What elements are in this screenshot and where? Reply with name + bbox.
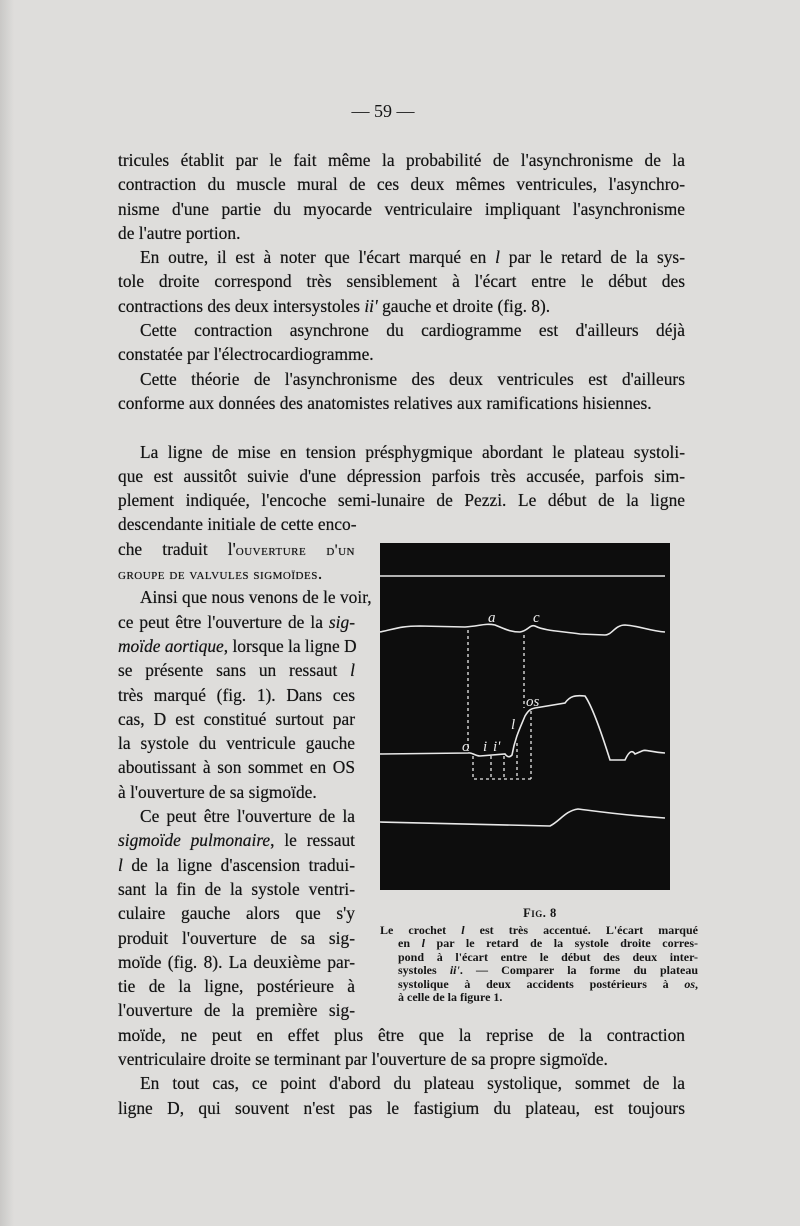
italic-text: moïde aortique: [118, 635, 224, 656]
text-segment: Ainsi que nous venons de le voir,: [140, 587, 372, 608]
text-segment: moïde, ne peut en effet plus être que la reprise de la contraction: [118, 1024, 685, 1045]
text-line: [118, 1047, 685, 1071]
cardiogram-tracing: [380, 543, 670, 890]
small-caps-text: ouverture d'un: [235, 541, 355, 559]
text-line: [118, 731, 355, 755]
trace-bottom: [380, 809, 665, 826]
text-segment: se présente sans un ressaut: [118, 660, 351, 681]
text-line: [118, 148, 685, 172]
text-line: [118, 877, 355, 901]
italic-text: l: [461, 923, 465, 937]
text-segment: gauche et droite (fig. 8).: [377, 295, 551, 316]
caption-line: [380, 937, 698, 950]
label-a: a: [488, 610, 496, 626]
text-segment: descendante initiale de cette enco-: [118, 514, 357, 535]
italic-text: sigmoïde pulmonaire: [118, 830, 271, 851]
text-line: [118, 926, 355, 950]
text-line: [118, 391, 685, 415]
dotted-guides: [468, 630, 531, 779]
text-segment: la systole du ventricule gauche: [118, 733, 355, 754]
text-segment: tole droite correspond très sensiblement à l'écart entre le début des: [118, 271, 685, 292]
text-line: [118, 221, 685, 245]
label-c: c: [533, 610, 540, 626]
text-segment: ,: [695, 976, 698, 991]
italic-text: ii': [364, 295, 378, 316]
text-line: [118, 780, 355, 804]
figure-caption: [380, 924, 698, 1004]
text-line: [118, 415, 685, 439]
text-segment: très marqué (fig. 1). Dans ces: [118, 684, 355, 705]
text-line: [118, 512, 355, 536]
label-i: i: [483, 739, 488, 755]
text-line: [118, 901, 355, 925]
text-segment: che traduit l': [118, 538, 236, 559]
text-line: [118, 318, 685, 342]
text-segment: à celle de la figure 1.: [398, 990, 503, 1005]
italic-text: os: [684, 976, 695, 991]
trace-cardiogram: [380, 624, 665, 635]
text-line: [118, 294, 685, 318]
caption-line: [380, 951, 698, 964]
italic-text: l: [118, 854, 123, 875]
text-segment: plement indiquée, l'encoche semi-lunaire de Pezzi. Le début de la ligne: [118, 490, 685, 511]
text-segment: tricules établit par le fait même la probabilité de l'asynchronisme de la: [118, 150, 685, 170]
text-segment: En tout cas, ce point d'abord du plateau systolique, sommet de la: [140, 1073, 685, 1094]
text-line: [118, 658, 355, 682]
text-line: [118, 610, 355, 634]
italic-text: ii': [449, 963, 460, 978]
text-line: [118, 683, 355, 707]
text-line: [118, 853, 355, 877]
page-edge-shadow: [0, 0, 14, 1226]
label-os: os: [526, 694, 540, 710]
text-line: [118, 707, 355, 731]
text-line: [118, 755, 355, 779]
text-segment: .: [317, 563, 323, 584]
label-i-prime: i': [493, 739, 501, 755]
text-line: [118, 197, 685, 221]
trace-pulse: [380, 696, 665, 760]
text-line: [118, 269, 685, 293]
text-line: [118, 367, 685, 391]
italic-text: l: [350, 660, 355, 681]
text-line: [118, 804, 355, 828]
text-line: [118, 974, 355, 998]
text-line: [118, 634, 355, 658]
text-segment: sant la fin de la systole ventri-: [118, 878, 355, 899]
text-segment: , le ressaut: [270, 830, 355, 851]
text-segment: est très accentué. L'écart marqué: [464, 923, 698, 937]
text-segment: conforme aux données des anatomistes relatives aux ramifications hisiennes.: [118, 392, 652, 413]
text-segment: tie de la ligne, postérieure à: [118, 976, 355, 997]
text-segment: . — Comparer la forme du plateau: [459, 963, 698, 978]
text-segment: nisme d'une partie du myocarde ventriculaire impliquant l'asynchronisme: [118, 198, 685, 219]
text-segment: culaire gauche alors que s'y: [118, 903, 355, 924]
text-segment: La ligne de mise en tension présphygmique abordant le plateau systoli-: [140, 441, 685, 462]
text-line: [118, 1071, 685, 1095]
italic-text: sig-: [328, 611, 355, 632]
text-line: [118, 585, 372, 609]
label-l: l: [511, 717, 516, 733]
text-segment: Cette contraction asynchrone du cardiogramme est d'ailleurs déjà: [140, 320, 685, 341]
text-line: [118, 537, 355, 561]
text-segment: systoles: [398, 963, 450, 978]
text-segment: en: [398, 936, 422, 951]
text-segment: , lorsque la ligne D: [223, 635, 357, 656]
text-line: [118, 1096, 685, 1120]
italic-text: l: [421, 936, 425, 951]
label-o: o: [462, 739, 470, 755]
text-segment: de l'autre portion.: [118, 222, 241, 243]
text-segment: Cette théorie de l'asynchronisme des deux ventricules est d'ailleurs: [140, 368, 685, 389]
text-line: [118, 998, 355, 1022]
text-segment: de la ligne d'ascension tradui-: [122, 854, 355, 875]
text-line: [118, 245, 685, 269]
text-line: [118, 464, 685, 488]
text-line: [118, 828, 355, 852]
text-segment: contraction du muscle mural de ces deux mêmes ventricules, l'asynchro-: [118, 174, 685, 195]
italic-text: l: [495, 247, 500, 268]
text-segment: à l'ouverture de sa sigmoïde.: [118, 781, 317, 802]
caption-line: [380, 964, 698, 977]
figure-title: Fig. 8: [523, 906, 557, 920]
text-segment: systolique à deux accidents postérieurs à: [398, 976, 685, 991]
text-line: [118, 342, 685, 366]
text-segment: contractions des deux intersystoles: [118, 295, 365, 316]
text-segment: par le retard de la sys-: [499, 247, 685, 268]
text-segment: Ce peut être l'ouverture de la: [140, 806, 355, 827]
caption-line: [380, 991, 698, 1004]
text-segment: produit l'ouverture de sa sig-: [118, 927, 355, 948]
text-segment: Le crochet: [380, 923, 462, 937]
text-line: [118, 172, 685, 196]
text-line: [118, 488, 685, 512]
text-segment: ce peut être l'ouverture de la: [118, 611, 329, 632]
text-segment: pond à l'écart entre le début des deux inter-: [398, 949, 698, 964]
text-line: [118, 950, 355, 974]
text-line: [118, 1023, 685, 1047]
text-line: [118, 561, 355, 585]
text-segment: cas, D est constitué surtout par: [118, 708, 355, 729]
text-segment: moïde (fig. 8). La deuxième par-: [118, 951, 355, 972]
caption-line: [380, 924, 698, 937]
text-segment: En outre, il est à noter que l'écart marqué en: [140, 247, 496, 268]
text-segment: l'ouverture de la première sig-: [118, 1000, 355, 1021]
text-segment: constatée par l'électrocardiogramme.: [118, 344, 374, 365]
text-segment: ventriculaire droite se terminant par l'ouverture de sa propre sigmoïde.: [118, 1048, 608, 1069]
text-segment: ligne D, qui souvent n'est pas le fastigium du plateau, est toujours: [118, 1097, 685, 1118]
caption-line: [380, 978, 698, 991]
text-segment: par le retard de la systole droite corres-: [424, 936, 699, 951]
small-caps-text: groupe de valvules sigmoïdes: [118, 566, 318, 584]
text-segment: que est aussitôt suivie d'une dépression parfois très accusée, parfois sim-: [118, 465, 685, 486]
figure-8-tracing: [380, 543, 670, 890]
text-segment: aboutissant à son sommet en OS: [118, 757, 355, 778]
page-number: — 59 —: [351, 101, 415, 121]
text-line: [118, 440, 685, 464]
